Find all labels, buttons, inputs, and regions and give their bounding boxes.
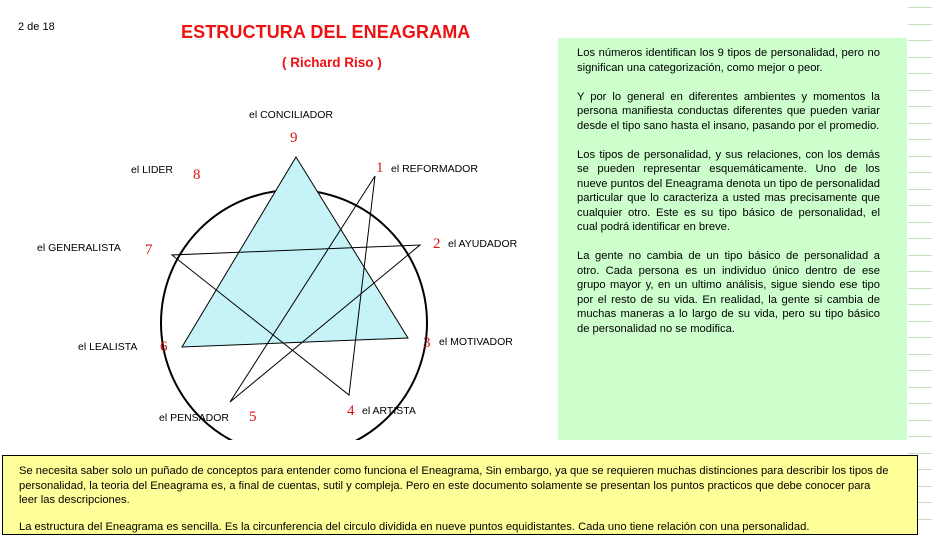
point-number-6: 6: [160, 339, 168, 355]
point-number-3: 3: [423, 335, 431, 351]
point-label-9: el CONCILIADOR: [249, 109, 334, 121]
explanation-paragraph: La gente no cambia de un tipo básico de personalidad a otro. Cada persona es un individuo único dentro de ese grupo mayor y, en un ultimo análisis, sigue siendo ese tipo por el resto de su vida. En realidad, la gente si cambia de muchas maneras a lo largo de su vida, pero su tipo básico de personalidad no se modifica.: [577, 250, 880, 335]
rule-line: [908, 156, 932, 157]
rule-line: [908, 238, 932, 239]
point-label-8: el LIDER: [131, 164, 174, 176]
point-label-2: el AYUDADOR: [448, 238, 518, 250]
page-subtitle: ( Richard Riso ): [282, 55, 382, 70]
rule-line: [908, 57, 932, 58]
rule-line: [908, 106, 932, 107]
point-number-1: 1: [376, 160, 384, 176]
point-label-6: el LEALISTA: [78, 341, 138, 353]
rule-line: [908, 7, 932, 8]
point-number-8: 8: [193, 167, 201, 183]
rule-line: [908, 387, 932, 388]
explanation-paragraph: Y por lo general en diferentes ambientes y momentos la persona manifiesta conductas diferentes que pueden variar desde el tipo sano hasta el insano, pasando por el promedio.: [577, 90, 880, 132]
rule-line: [908, 420, 932, 421]
point-number-5: 5: [249, 409, 257, 425]
enneagram-diagram: [0, 95, 560, 440]
rule-line: [908, 321, 932, 322]
page-title: ESTRUCTURA DEL ENEAGRAMA: [181, 22, 471, 42]
rule-line: [908, 24, 932, 25]
rule-line: [908, 172, 932, 173]
point-label-3: el MOTIVADOR: [439, 336, 513, 348]
rule-line: [908, 90, 932, 91]
rule-line: [908, 304, 932, 305]
rule-line: [908, 255, 932, 256]
point-label-4: el ARTISTA: [362, 405, 416, 417]
rule-line: [908, 40, 932, 41]
rule-line: [908, 453, 932, 454]
rule-line: [908, 337, 932, 338]
point-label-1: el REFORMADOR: [391, 163, 478, 175]
explanation-panel: [558, 38, 907, 440]
rule-line: [908, 354, 932, 355]
rule-line: [908, 189, 932, 190]
explanation-paragraph: Los números identifican los 9 tipos de personalidad, pero no significan una categorización, como mejor o peor.: [577, 47, 880, 74]
rule-line: [908, 370, 932, 371]
page-indicator: 2 de 18: [18, 21, 55, 33]
rule-line: [908, 139, 932, 140]
page-edge-rules: [908, 0, 932, 526]
rule-line: [908, 403, 932, 404]
rule-line: [908, 222, 932, 223]
point-number-2: 2: [433, 236, 441, 252]
rule-line: [908, 73, 932, 74]
enneagram-figure: [0, 95, 560, 440]
intro-paragraph: La estructura del Eneagrama es sencilla. Es la circunferencia del circulo dividida en nueve puntos equidistantes. Cada uno tiene relación con una personalidad.: [19, 520, 810, 533]
point-number-7: 7: [145, 242, 153, 258]
rule-line: [908, 123, 932, 124]
rule-line: [908, 436, 932, 437]
rule-line: [908, 205, 932, 206]
point-number-9: 9: [290, 130, 298, 146]
intro-paragraph: Se necesita saber solo un puñado de conceptos para entender como funciona el Eneagrama, Sin embargo, ya que se requieren muchas distinciones para describir los tipos de personalidad, la teoria del Eneagrama es, a final de cuentas, sutil y compleja. Pero en este documento solamente se presentan los puntos practicos que debe conocer para leer las descripciones.: [19, 465, 889, 506]
rule-line: [908, 271, 932, 272]
point-label-5: el PENSADOR: [159, 412, 230, 424]
point-number-4: 4: [347, 403, 355, 419]
explanation-paragraph: Los tipos de personalidad, y sus relaciones, con los demás se pueden representar esquemáticamente. Uno de los nueve puntos del Eneagrama denota un tipo de personalidad particular que lo caracteriza a usted mas precisamente que cualquier otro. Este es su tipo básico de personalidad, el cual podrá identificar en breve.: [577, 148, 880, 233]
rule-line: [908, 288, 932, 289]
point-label-7: el GENERALISTA: [37, 242, 121, 254]
intro-note-box: [2, 455, 918, 535]
